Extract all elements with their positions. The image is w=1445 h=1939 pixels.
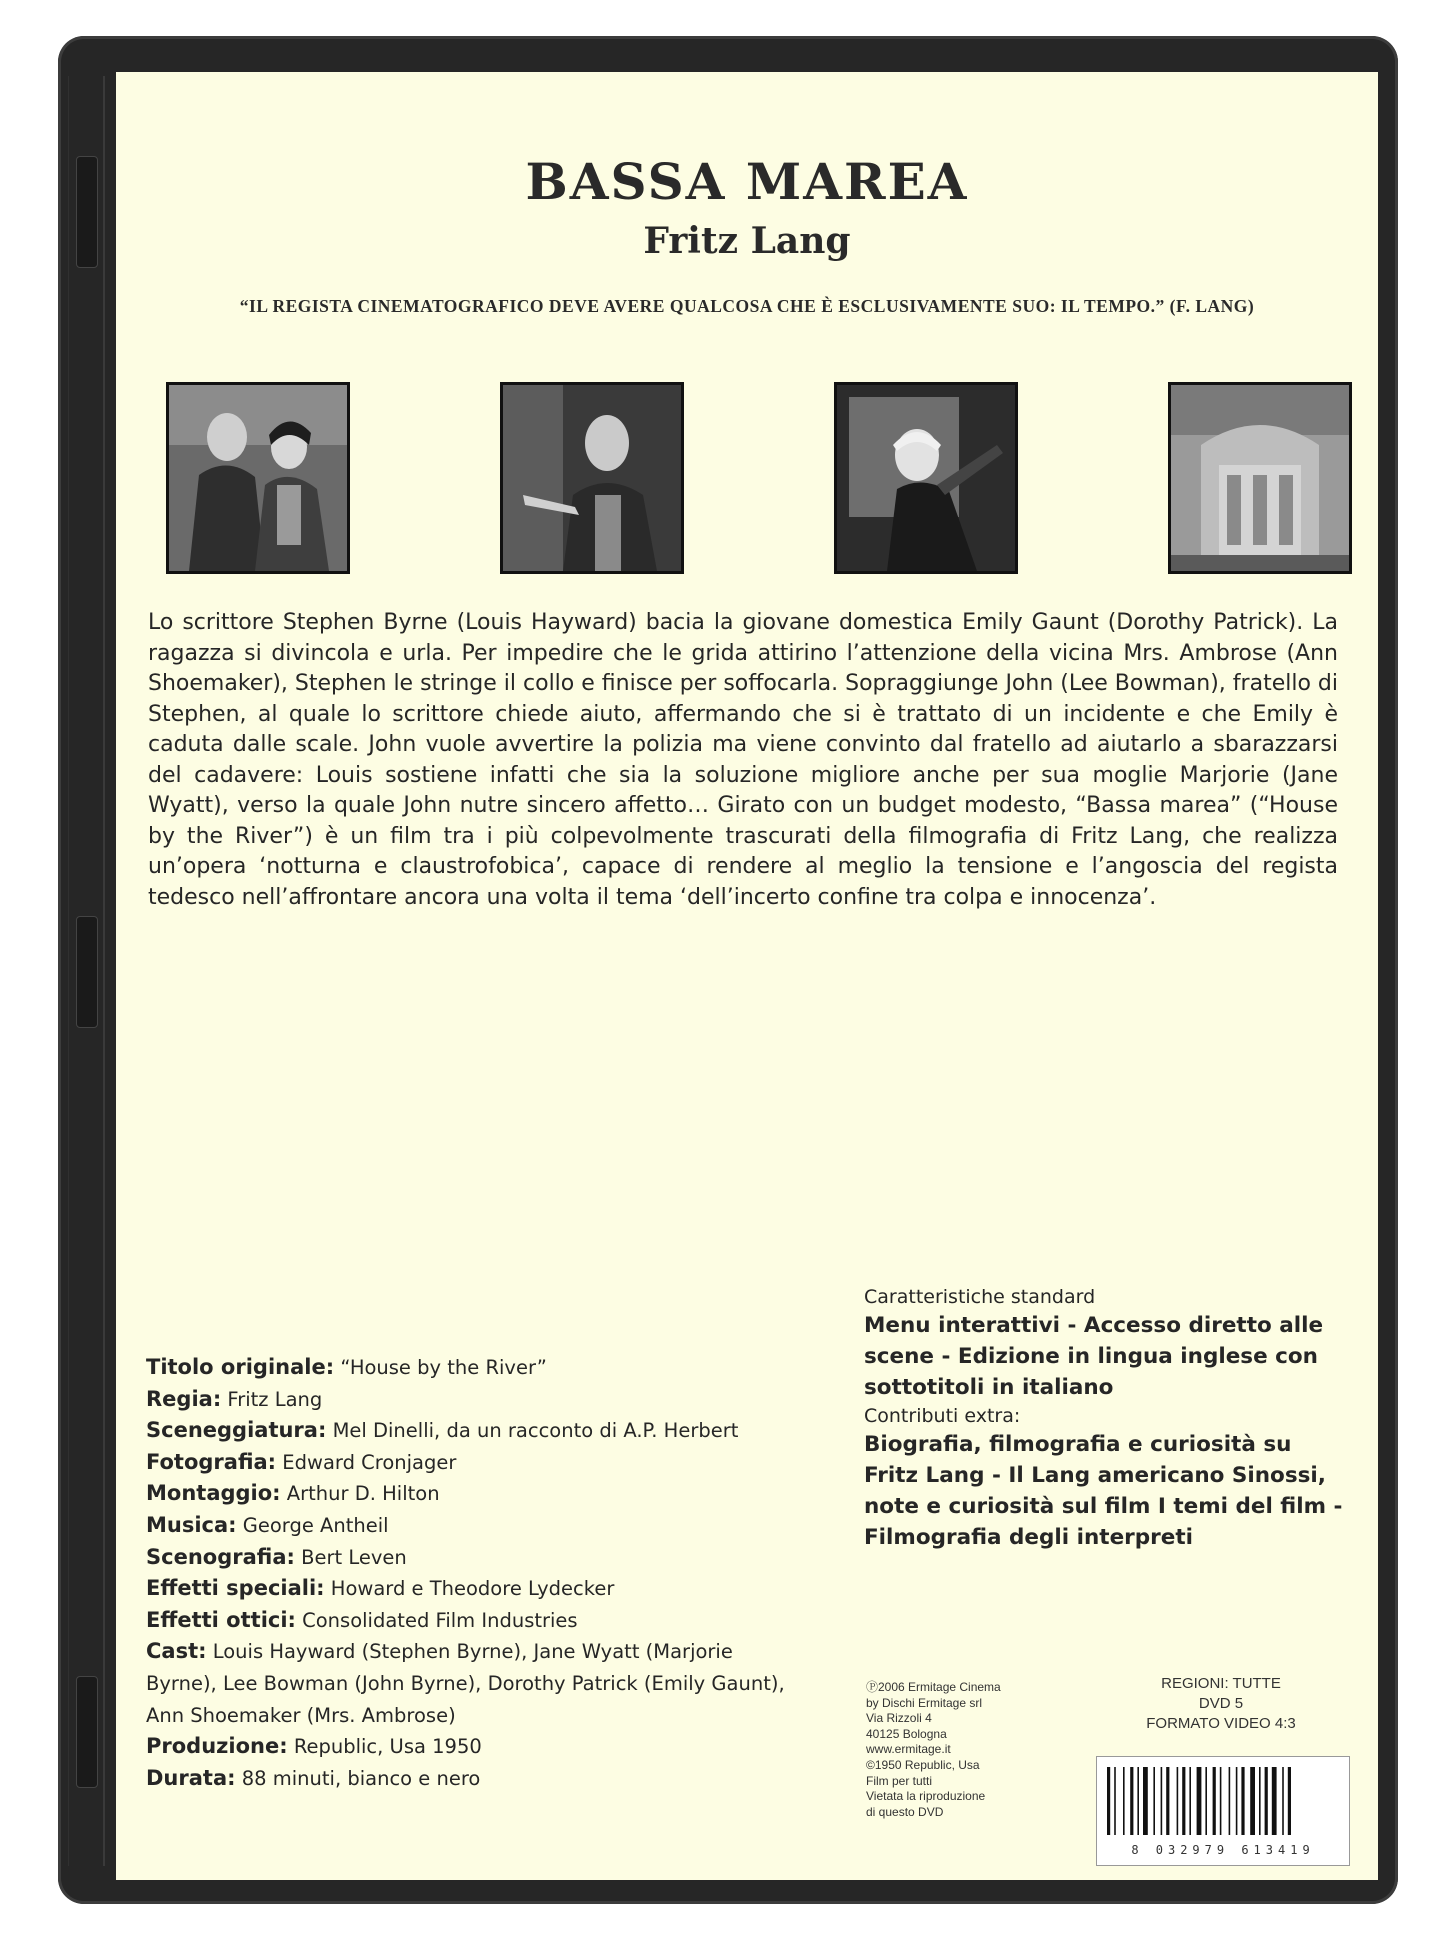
legal-line: www.ermitage.it	[866, 1742, 951, 1757]
barcode-bar	[1182, 1767, 1185, 1835]
barcode-bar	[1114, 1767, 1116, 1835]
credit-label: Titolo originale:	[146, 1355, 335, 1379]
credit-row	[146, 1478, 786, 1510]
back-cover-sheet	[116, 72, 1378, 1880]
director-name: Fritz Lang	[643, 220, 851, 262]
credit-value: Republic, Usa 1950	[293, 1735, 482, 1759]
credit-value: Louis Hayward (Stephen Byrne), Jane Wyatt (Marjorie Byrne), Lee Bowman (John Byrne), Dorothy Patrick (Emily Gaunt), Ann Shoemaker (Mrs. Ambrose)	[146, 1640, 785, 1727]
credit-label: Scenografia:	[146, 1544, 295, 1569]
credit-label: Effetti ottici:	[146, 1607, 296, 1632]
credit-row	[146, 1573, 786, 1605]
still-photo-1	[166, 382, 350, 574]
case-hinge-middle	[76, 916, 98, 1028]
still-photo-2	[500, 382, 684, 574]
credit-value: Edward Cronjager	[282, 1450, 457, 1474]
barcode-bar	[1259, 1767, 1261, 1835]
case-hinge-bottom	[76, 1676, 98, 1788]
credits-list	[146, 1352, 786, 1794]
credit-label: Fotografia:	[146, 1449, 277, 1474]
credit-value: “House by the River”	[340, 1356, 547, 1379]
film-title: BASSA MAREA	[525, 152, 969, 211]
barcode-bar	[1282, 1767, 1284, 1835]
barcode-bar	[1205, 1767, 1207, 1835]
credit-row	[146, 1510, 786, 1542]
director-quote: “IL REGISTA CINEMATOGRAFICO DEVE AVERE QUALCOSA CHE È ESCLUSIVAMENTE SUO: IL TEMPO.” (F. LANG)	[239, 296, 1255, 316]
barcode-bar	[1143, 1767, 1148, 1835]
barcode	[1096, 1756, 1350, 1866]
video-format-line: FORMATO VIDEO 4:3	[1146, 1715, 1296, 1732]
dvd-features	[864, 1284, 1344, 1553]
legal-line: Ⓟ2006 Ermitage Cinema	[866, 1680, 1001, 1694]
barcode-bar	[1197, 1767, 1202, 1835]
legal-line: Via Rizzoli 4	[866, 1711, 932, 1726]
credit-row	[146, 1542, 786, 1574]
region-info	[1096, 1674, 1346, 1734]
credit-label: Cast:	[146, 1639, 207, 1664]
extra-features-text: Biografia, filmografia e curiosità su Fritz Lang - Il Lang americano Sinossi, note e curiosità sul film I temi del film - Filmografia degli interpreti	[864, 1432, 1343, 1550]
credit-label: Durata:	[146, 1765, 236, 1790]
barcode-number: 8 032979 613419	[1131, 1843, 1315, 1857]
barcode-bar	[1189, 1767, 1191, 1835]
credit-label: Montaggio:	[146, 1481, 281, 1506]
dvd-format-line: DVD 5	[1198, 1695, 1244, 1712]
barcode-bar	[1153, 1767, 1155, 1835]
credit-value: Consolidated Film Industries	[302, 1608, 578, 1632]
legal-line: ©1950 Republic, Usa	[866, 1757, 980, 1772]
barcode-bar	[1213, 1767, 1216, 1835]
barcode-bar	[1241, 1767, 1244, 1835]
credit-label: Effetti speciali:	[146, 1576, 325, 1601]
barcode-bar	[1137, 1767, 1139, 1835]
credit-label: Sceneggiatura:	[146, 1418, 327, 1443]
legal-notice	[866, 1680, 1066, 1820]
credit-row	[146, 1447, 786, 1479]
credit-value: Arthur D. Hilton	[286, 1482, 440, 1506]
credit-label: Produzione:	[146, 1734, 288, 1759]
synopsis-text: Lo scrittore Stephen Byrne (Louis Hayward) bacia la giovane domestica Emily Gaunt (Dorothy Patrick). La ragazza si divincola e urla. Per impedire che le grida attirino l’attenzione della vicina Mrs. Ambrose (Ann Shoemaker), Stephen le stringe il collo e finisce per soffocarla. Sopraggiunge John (Lee Bowman), fratello di Stephen, al quale lo scrittore chiede aiuto, affermando che si è trattato di un incidente e che Emily è caduta dalle scale. John vuole avvertire la polizia ma viene convinto dal fratello ad aiutarlo a sbarazzarsi del cadavere: Louis sostiene infatti che sia la soluzione migliore anche per sua moglie Marjorie (Jane Wyatt), verso la quale John nutre sincero affetto… Girato con un budget modesto, “Bassa marea” (“House by the River”) è un film tra i più colpevolmente trascurati della filmografia di Fritz Lang, che realizza un’opera ‘notturna e claustrofobica’, capace di rendere al meglio la tensione e l’angoscia del regista tedesco nell’affrontare ancora una volta il tema ‘dell’incerto confine tra colpa e innocenza’.	[148, 610, 1338, 910]
legal-line: di questo DVD	[866, 1804, 944, 1819]
credit-row	[146, 1352, 786, 1384]
barcode-bar	[1236, 1767, 1238, 1835]
case-hinge-top	[76, 156, 98, 268]
barcode-bar	[1229, 1767, 1231, 1835]
credit-value: Fritz Lang	[227, 1387, 323, 1411]
barcode-bar	[1288, 1767, 1291, 1835]
barcode-bar	[1130, 1767, 1133, 1835]
barcode-bar	[1220, 1767, 1222, 1835]
barcode-bar	[1107, 1767, 1110, 1835]
credit-value: Mel Dinelli, da un racconto di A.P. Herbert	[332, 1419, 739, 1443]
credit-row	[146, 1605, 786, 1637]
barcode-bar	[1177, 1767, 1179, 1835]
barcode-bar	[1161, 1767, 1163, 1835]
barcode-bar	[1265, 1767, 1268, 1835]
legal-line: 40125 Bologna	[866, 1726, 947, 1741]
credit-row	[146, 1384, 786, 1416]
standard-features-label: Caratteristiche standard	[864, 1286, 1096, 1308]
legal-line: by Dischi Ermitage srl	[866, 1695, 983, 1710]
extra-features-label: Contributi extra:	[864, 1405, 1021, 1427]
credit-row	[146, 1763, 786, 1795]
credit-row	[146, 1731, 786, 1763]
credit-value: Bert Leven	[301, 1545, 407, 1569]
standard-features-text: Menu interattivi - Accesso diretto alle scene - Edizione in lingua inglese con sottotitoli in italiano	[864, 1313, 1324, 1400]
barcode-bar	[1166, 1767, 1169, 1835]
credit-label: Regia:	[146, 1386, 222, 1411]
barcode-bar	[1250, 1767, 1255, 1835]
credit-row	[146, 1415, 786, 1447]
credit-value: George Antheil	[242, 1513, 389, 1537]
legal-line: Film per tutti	[866, 1773, 933, 1788]
legal-line: Vietata la riproduzione	[866, 1789, 986, 1804]
barcode-bars	[1107, 1767, 1339, 1835]
credit-value: Howard e Theodore Lydecker	[330, 1577, 615, 1601]
still-photo-3	[834, 382, 1018, 574]
still-photo-4	[1168, 382, 1352, 574]
credit-value: 88 minuti, bianco e nero	[241, 1766, 481, 1790]
barcode-bar	[1272, 1767, 1277, 1835]
credit-label: Musica:	[146, 1512, 237, 1537]
barcode-bar	[1123, 1767, 1125, 1835]
credit-row	[146, 1636, 786, 1731]
region-line: REGIONI: TUTTE	[1161, 1675, 1281, 1692]
